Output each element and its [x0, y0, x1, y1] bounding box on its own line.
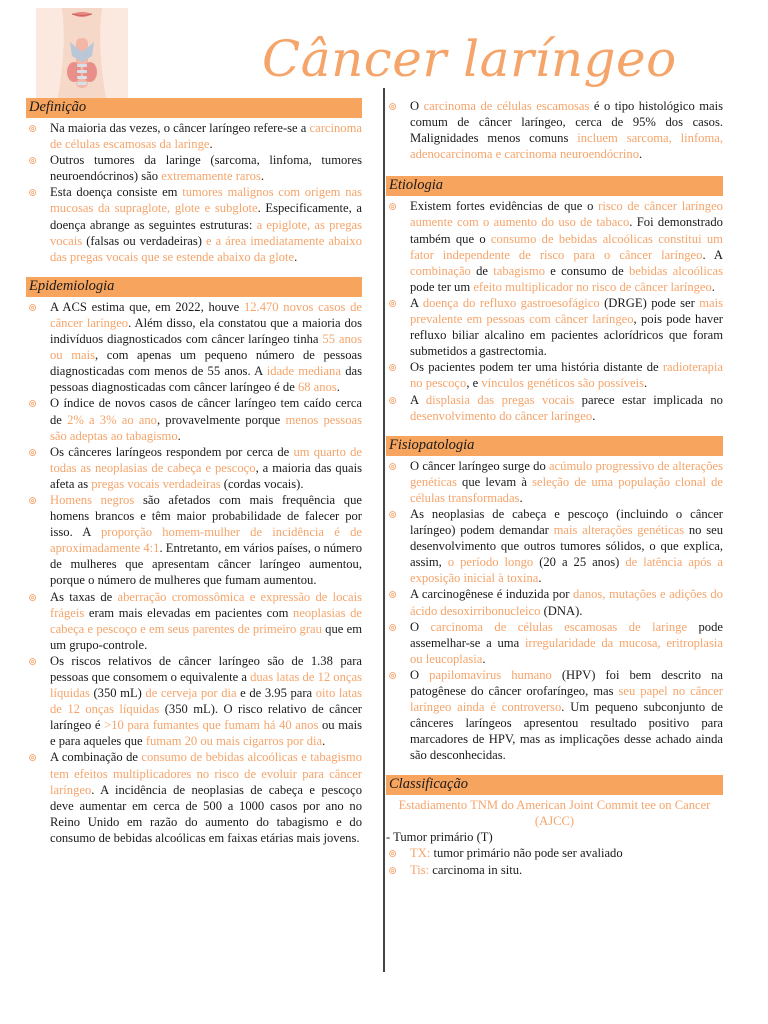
- body-text: que em um grupo-controle.: [50, 621, 362, 652]
- ring-bullet-icon: ⊚: [388, 508, 398, 521]
- list-item: [386, 295, 723, 359]
- body-text: . Foi demonstrado também que o: [410, 215, 723, 246]
- highlight-text: proporção homem-mulher de incidência é de aproximadamente 4:1: [50, 525, 362, 556]
- body-text: (falsas ou verdadeiras): [82, 233, 207, 248]
- body-text: A: [410, 295, 423, 310]
- list-item: [26, 152, 362, 184]
- highlight-text: 68 anos: [297, 380, 337, 395]
- highlight-text: e a área imediatamente abaixo das pregas vocais que se estende abaixo da glote: [50, 233, 362, 264]
- body-text: são afetados com mais frequência que homens brancos e têm maior probabilidade de falecer por isso. A: [50, 492, 362, 540]
- highlight-text: TX:: [410, 846, 431, 861]
- bullet-list: [386, 98, 723, 162]
- body-text: . Um pequeno subconjunto de cânceres laríngeos apresentou resultado positivo para marcadores de HPV, mas as implicações desse achado ainda são desconhecidas.: [410, 700, 723, 763]
- body-text: .: [644, 376, 648, 391]
- body-text: , provavelmente porque: [156, 412, 286, 427]
- ring-bullet-icon: ⊚: [28, 155, 38, 168]
- highlight-text: mais alterações genéticas: [553, 523, 685, 538]
- body-text: O índice de novos casos de câncer laríngeo tem caído cerca de: [50, 396, 362, 427]
- list-item: [386, 619, 723, 667]
- highlight-text: 55 anos ou mais: [50, 332, 363, 363]
- body-text: O: [410, 667, 430, 682]
- highlight-text: o período longo: [447, 555, 534, 570]
- body-text: O câncer laríngeo surge do: [410, 458, 549, 473]
- list-item: [26, 184, 362, 264]
- body-text: . Especificamente, a doença abrange as seguintes estruturas:: [50, 201, 362, 232]
- body-text: pode assemelhar-se a uma: [410, 619, 723, 650]
- body-text: (350 mL). O risco relativo de câncer laríngeo é: [50, 702, 362, 733]
- body-text: (cordas vocais).: [220, 476, 304, 491]
- ring-bullet-icon: ⊚: [388, 201, 398, 214]
- body-text: A ACS estima que, em 2022, houve: [50, 299, 244, 314]
- ring-bullet-icon: ⊚: [388, 621, 398, 634]
- highlight-text: tabagismo: [493, 263, 545, 278]
- bullet-list: [26, 299, 362, 846]
- highlight-text: a epiglote, as pregas vocais: [50, 217, 363, 248]
- highlight-text: combinação: [410, 263, 471, 278]
- highlight-text: displasia das pregas vocais: [425, 392, 575, 407]
- highlight-text: consumo de bebidas alcoólicas constitui um fator independente de risco para o câncer laríngeo: [410, 231, 723, 262]
- highlight-text: Homens negros: [50, 492, 135, 507]
- highlight-text: aberração cromossômica e expressão de locais frágeis: [50, 589, 362, 620]
- ring-bullet-icon: ⊚: [28, 591, 38, 604]
- list-item: [386, 845, 723, 861]
- body-text: Os pacientes podem ter uma história distante de: [410, 360, 663, 375]
- body-text: .: [482, 651, 486, 666]
- highlight-text: neoplasias de cabeça e pescoço e em seus parentes de primeiro grau: [50, 605, 363, 636]
- body-text: , pois pode haver refluxo biliar alcalino em pacientes aclorídricos que foram submetidos a gastrectomia.: [410, 312, 723, 359]
- highlight-text: radioterapia no pescoço: [410, 360, 723, 391]
- body-text: . Além disso, ela constatou que a maioria dos indivíduos diagnosticados com câncer laríngeo tinha: [50, 315, 363, 347]
- body-text: de: [470, 263, 494, 278]
- ring-bullet-icon: ⊚: [28, 655, 38, 668]
- body-text: Existem fortes evidências de que o: [410, 199, 599, 214]
- body-text: ou mais e para aqueles que: [50, 718, 362, 749]
- highlight-text: de latência após a exposição inicial à toxina: [410, 555, 723, 586]
- body-text: A carcinogênese é induzida por: [410, 587, 573, 602]
- body-text: Na maioria das vezes, o câncer laríngeo refere-se a: [50, 121, 310, 135]
- body-text: Outros tumores da laringe (sarcoma, linfoma, tumores neuroendócrinos) são: [50, 153, 362, 184]
- throat-illustration-icon: [36, 8, 128, 98]
- body-text: .: [260, 169, 265, 184]
- body-text: .: [209, 137, 213, 152]
- ring-bullet-icon: ⊚: [388, 297, 398, 310]
- ring-bullet-icon: ⊚: [388, 362, 398, 375]
- list-item: [386, 359, 723, 391]
- ring-bullet-icon: ⊚: [388, 101, 398, 113]
- highlight-text: pregas vocais verdadeiras: [91, 476, 221, 491]
- section-heading: Epidemiologia: [26, 277, 362, 297]
- highlight-text: acúmulo progressivo de alterações genéticas: [410, 458, 723, 489]
- column-divider: [383, 88, 385, 972]
- body-text: e consumo de: [545, 263, 629, 278]
- body-text: O: [410, 619, 431, 634]
- body-text: Os riscos relativos de câncer laríngeo são de 1.38 para pessoas que consomem o equivalente a: [50, 653, 362, 684]
- ring-bullet-icon: ⊚: [28, 446, 38, 459]
- list-item: [26, 444, 362, 492]
- body-text: é o tipo histológico mais comum de câncer laríngeo, cerca de 95% dos casos. Malignidades menos comuns: [410, 99, 723, 146]
- highlight-text: Tis:: [410, 862, 430, 877]
- body-text: parece estar implicada no: [574, 392, 723, 407]
- highlight-text: carcinoma de células escamosas: [423, 99, 590, 113]
- body-text: e de 3.95 para: [236, 686, 316, 701]
- bullet-list: [386, 458, 723, 764]
- list-item: [26, 589, 362, 653]
- ring-bullet-icon: ⊚: [388, 848, 398, 861]
- list-item: [386, 458, 723, 506]
- body-text: , a maioria das quais afeta as: [50, 460, 362, 491]
- body-text: A: [410, 392, 426, 407]
- highlight-text: fumam 20 ou mais cigarros por dia: [145, 734, 323, 749]
- body-text: As taxas de: [50, 589, 118, 604]
- highlight-text: carcinoma de células escamosas de laringe: [430, 619, 688, 634]
- section-etiologia: [386, 176, 723, 423]
- highlight-text: 2% a 3% ao ano: [67, 412, 157, 427]
- list-item: [386, 667, 723, 764]
- bullet-list: [26, 120, 362, 265]
- highlight-text: doença do refluxo gastroesofágico: [422, 295, 600, 310]
- left-column: [26, 98, 362, 858]
- highlight-text: bebidas alcoólicas: [628, 263, 724, 278]
- ring-bullet-icon: ⊚: [388, 394, 398, 407]
- right-column: [386, 98, 723, 890]
- body-text: .: [336, 380, 340, 395]
- body-text: . Entretanto, em vários países, o número de mulheres que apresentam câncer laríngeo aumentou, porque o número de mulheres que fumam aumentou.: [50, 541, 362, 588]
- body-text: .: [322, 734, 326, 749]
- highlight-text: duas latas de 12 onças líquidas: [50, 670, 362, 701]
- highlight-text: desenvolvimento do câncer laríngeo: [410, 408, 593, 423]
- list-item: [386, 392, 723, 424]
- body-text: O: [410, 99, 424, 113]
- ring-bullet-icon: ⊚: [28, 494, 38, 507]
- page-title: Câncer laríngeo: [262, 30, 677, 88]
- section-heading: Definição: [26, 98, 362, 118]
- ring-bullet-icon: ⊚: [388, 460, 398, 473]
- body-text: (DNA).: [540, 603, 583, 618]
- list-item: [386, 506, 723, 586]
- highlight-text: de cerveja por dia: [145, 686, 237, 701]
- highlight-text: irregularidade da mucosa, eritroplasia ou leucoplasia: [410, 635, 723, 666]
- highlight-text: oito latas de 12 onças líquidas: [50, 686, 362, 717]
- body-text: . A incidência de neoplasias de cabeça e pescoço deve aumentar em cerca de 500 a 1000 casos por ano no Reino Unido em razão do aumento do tabagismo e do consumo de bebidas alcoólicas em faixas etárias mais jovens.: [50, 782, 362, 845]
- highlight-text: incluem sarcoma, linfoma, adenocarcinoma e carcinoma neuroendócrino: [410, 131, 723, 162]
- section-heading: Etiologia: [386, 176, 723, 196]
- ring-bullet-icon: ⊚: [388, 669, 398, 682]
- section-definicao: [26, 98, 362, 265]
- list-item: [386, 98, 723, 162]
- body-text: .: [177, 428, 181, 443]
- list-item: [26, 653, 362, 750]
- ring-bullet-icon: ⊚: [28, 398, 38, 411]
- list-item: [26, 749, 362, 846]
- ring-bullet-icon: ⊚: [388, 589, 398, 602]
- list-item: [26, 299, 362, 396]
- highlight-text: tumores malignos com origem nas mucosas da supraglote, glote e subglote: [50, 185, 362, 216]
- body-text: (350 mL): [89, 686, 146, 701]
- tumor-primary-label: - Tumor primário (T): [386, 830, 493, 845]
- body-text: A combinação de: [50, 750, 142, 765]
- list-item: [386, 198, 723, 295]
- list-item: [26, 492, 362, 589]
- highlight-text: extremamente raros: [161, 169, 261, 184]
- ring-bullet-icon: ⊚: [28, 301, 38, 314]
- body-text: das pessoas diagnosticadas com câncer laríngeo é de: [50, 364, 362, 395]
- highlight-text: risco de câncer laríngeo aumente com o aumento do uso de tabaco: [410, 199, 723, 230]
- section-fisiopatologia: [386, 436, 723, 764]
- highlight-text: danos, mutações e adições do ácido desoxirribonucleico: [410, 587, 723, 618]
- body-text: .: [538, 571, 542, 586]
- body-text: (20 a 25 anos): [533, 555, 626, 570]
- section-classificacao: [386, 775, 723, 877]
- highlight-text: carcinoma de células escamosas da laringe: [50, 121, 362, 152]
- highlight-text: 12.470 novos casos de câncer laríngeo: [50, 299, 362, 330]
- highlight-text: seu papel no câncer laríngeo ainda é controverso: [410, 684, 724, 715]
- staging-subtitle: Estadiamento TNM do American Joint Commit tee on Cancer (AJCC): [398, 798, 711, 829]
- ring-bullet-icon: ⊚: [28, 187, 38, 200]
- ring-bullet-icon: ⊚: [28, 752, 38, 765]
- highlight-text: idade mediana: [266, 364, 341, 379]
- body-text: pode ter um: [410, 279, 474, 294]
- highlight-text: vínculos genéticos são possíveis: [481, 376, 645, 391]
- ring-bullet-icon: ⊚: [28, 123, 38, 135]
- section-heading: Classificação: [386, 775, 723, 795]
- body-text: , e: [466, 376, 482, 391]
- body-text: As neoplasias de cabeça e pescoço (incluindo o câncer laríngeo) podem demandar: [410, 506, 723, 538]
- ring-bullet-icon: ⊚: [388, 864, 398, 877]
- highlight-text: menos pessoas são adeptas ao tabagismo: [50, 412, 362, 443]
- section-heading: Fisiopatologia: [386, 436, 723, 456]
- body-text: Esta doença consiste em: [50, 185, 183, 200]
- highlight-text: seleção de uma população clonal de células transformadas: [410, 474, 724, 505]
- section-intro: [386, 98, 723, 162]
- section-epidemiologia: [26, 277, 362, 846]
- highlight-text: papilomavírus humano: [429, 667, 552, 682]
- body-text: .: [592, 408, 596, 423]
- highlight-text: >10 para fumantes que fumam há 40 anos: [104, 718, 319, 733]
- list-item: [386, 862, 723, 878]
- body-text: que levam à: [456, 474, 533, 489]
- body-text: (DRGE) pode ser: [599, 295, 700, 310]
- body-text: Os cânceres laríngeos respondem por cerca de: [50, 444, 294, 459]
- highlight-text: consumo de bebidas alcoólicas e tabagismo tem efeitos multiplicadores no risco de evoluir para câncer laríngeo: [50, 750, 363, 797]
- body-text: .: [711, 279, 715, 294]
- bullet-list: [386, 845, 723, 877]
- body-text: .: [294, 249, 298, 264]
- body-text: no seu desenvolvimento que outros tumores sólidos, o que explica, assim,: [410, 523, 724, 570]
- bullet-list: [386, 198, 723, 423]
- body-text: eram mais elevadas em pacientes com: [84, 605, 294, 620]
- body-text: .: [639, 147, 643, 162]
- body-text: (HPV) foi bem descrito na patogênese do câncer orofaríngeo, mas: [410, 667, 724, 698]
- list-item: [386, 586, 723, 618]
- body-text: . A: [702, 247, 723, 262]
- highlight-text: um quarto de todas as neoplasias de cabeça e pescoço: [50, 444, 363, 475]
- list-item: [26, 120, 362, 152]
- body-text: tumor primário não pode ser avaliado: [430, 846, 623, 861]
- body-text: .: [519, 490, 523, 505]
- body-text: , com apenas um pequeno número de pessoas diagnosticadas com menos de 55 anos. A: [50, 348, 362, 379]
- highlight-text: mais prevalente em pessoas com câncer laríngeo: [410, 295, 723, 327]
- highlight-text: efeito multiplicador no risco de câncer laríngeo: [473, 279, 712, 294]
- list-item: [26, 395, 362, 443]
- body-text: carcinoma in situ.: [429, 862, 523, 877]
